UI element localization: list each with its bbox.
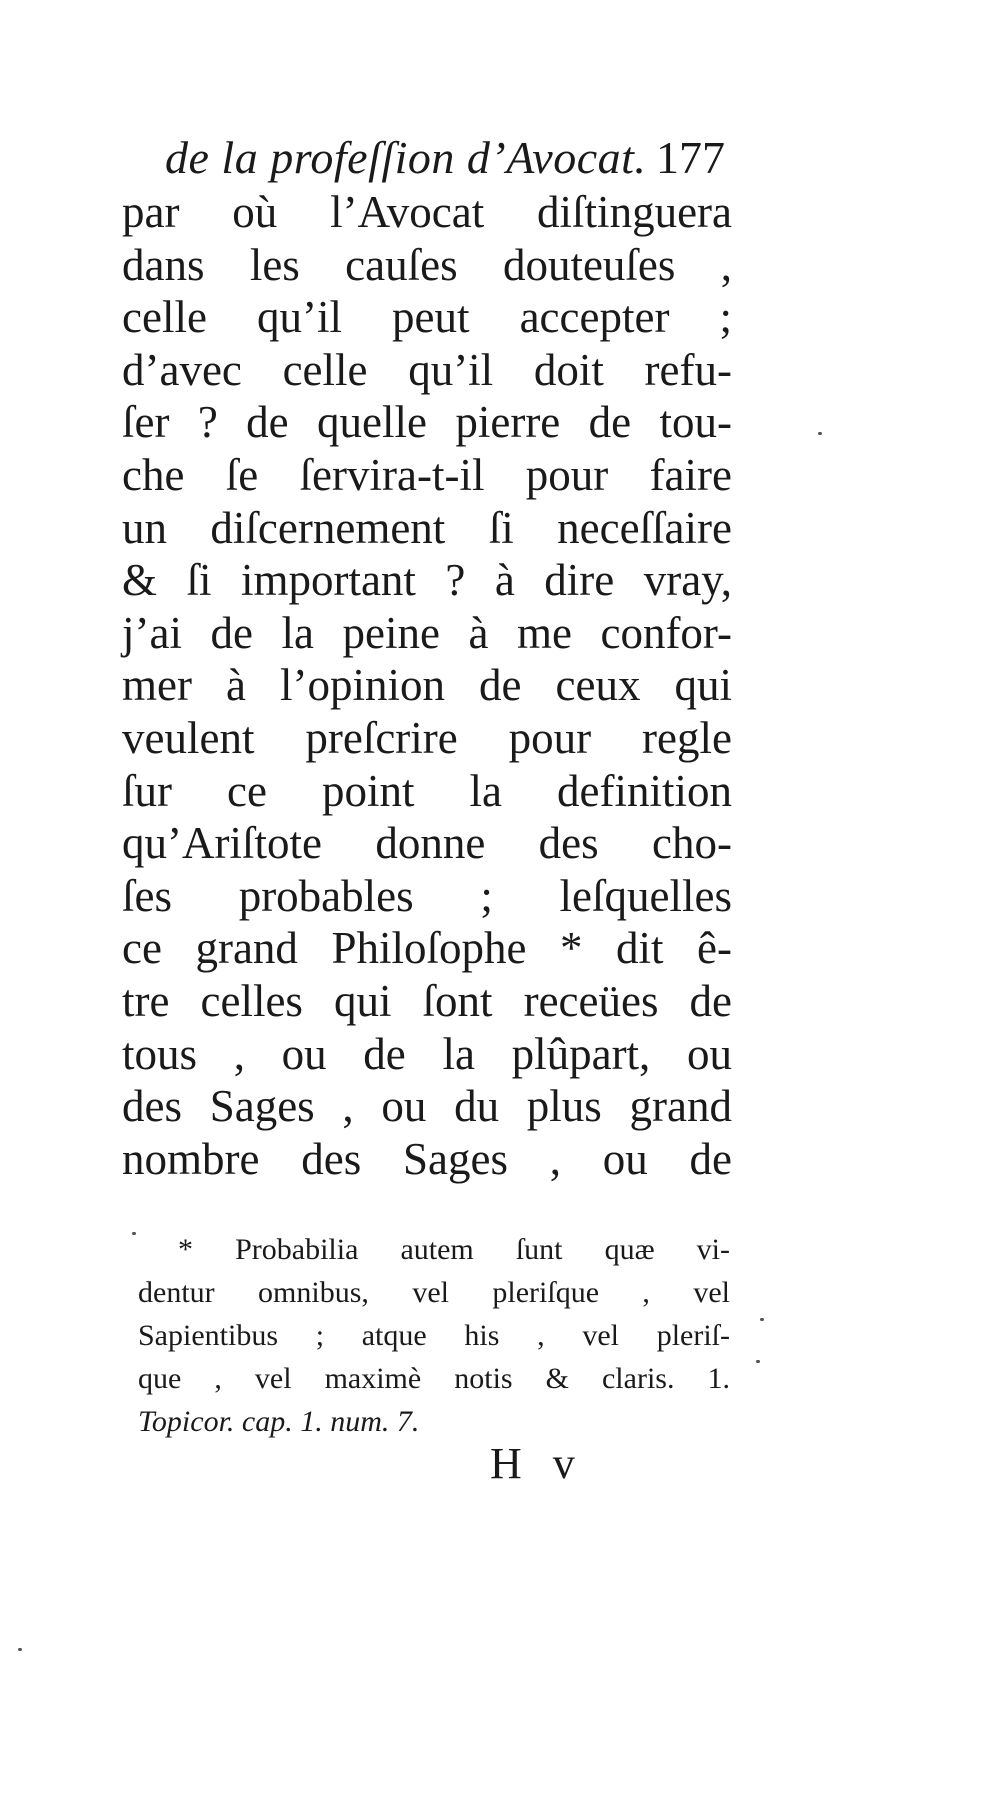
ink-speck xyxy=(756,1360,760,1363)
text-line: des Sages , ou du plus grand xyxy=(122,1081,732,1132)
text-line: nombre des Sages , ou de xyxy=(122,1133,732,1184)
text-line: j’ai de la peine à me confor- xyxy=(122,607,732,658)
ink-speck xyxy=(818,432,822,435)
text-line: ce grand Philoſophe * dit ê- xyxy=(122,923,732,974)
footnote xyxy=(138,1228,730,1443)
text-line: & ſi important ? à dire vray, xyxy=(122,555,732,606)
text-line: par où l’Avocat diſtinguera xyxy=(122,187,732,237)
text-line: mer à l’opinion de ceux qui xyxy=(122,660,732,711)
ink-speck xyxy=(18,1648,22,1651)
page-number: 177 xyxy=(656,132,725,183)
footnote-line: * Probabilia autem ſunt quæ vi- xyxy=(178,1233,730,1266)
text-line: veulent preſcrire pour regle xyxy=(122,712,732,763)
ink-speck xyxy=(132,1232,136,1235)
main-text xyxy=(122,186,732,1185)
footnote-line: Sapientibus ; atque his , vel pleriſ- xyxy=(138,1319,730,1352)
signature-mark: H v xyxy=(490,1439,585,1488)
text-line: tous , ou de la plûpart, ou xyxy=(122,1028,732,1079)
text-line: celle qu’il peut accepter ; xyxy=(122,292,732,343)
text-line: qu’Ariſtote donne des cho- xyxy=(122,818,732,869)
text-line: ſes probables ; leſquelles xyxy=(122,870,732,921)
text-line: ſer ? de quelle pierre de tou- xyxy=(122,397,732,448)
text-line: tre celles qui ſont receües de xyxy=(122,975,732,1026)
footnote-line: que , vel maximè notis & claris. 1. xyxy=(138,1362,730,1395)
footnote-line: Topicor. cap. 1. num. 7. xyxy=(138,1405,420,1438)
text-line: un diſcernement ſi neceſſaire xyxy=(122,502,732,553)
text-line: ſur ce point la definition xyxy=(122,765,732,816)
ink-speck xyxy=(760,1318,764,1321)
text-line: d’avec celle qu’il doit refu- xyxy=(122,344,732,395)
text-line: che ſe ſervira-t-il pour faire xyxy=(122,449,732,500)
footnote-line: dentur omnibus, vel pleriſque , vel xyxy=(138,1276,730,1309)
text-line: dans les cauſes douteuſes , xyxy=(122,239,732,290)
running-head-title: de la profeſſion d’Avocat. xyxy=(165,132,647,183)
